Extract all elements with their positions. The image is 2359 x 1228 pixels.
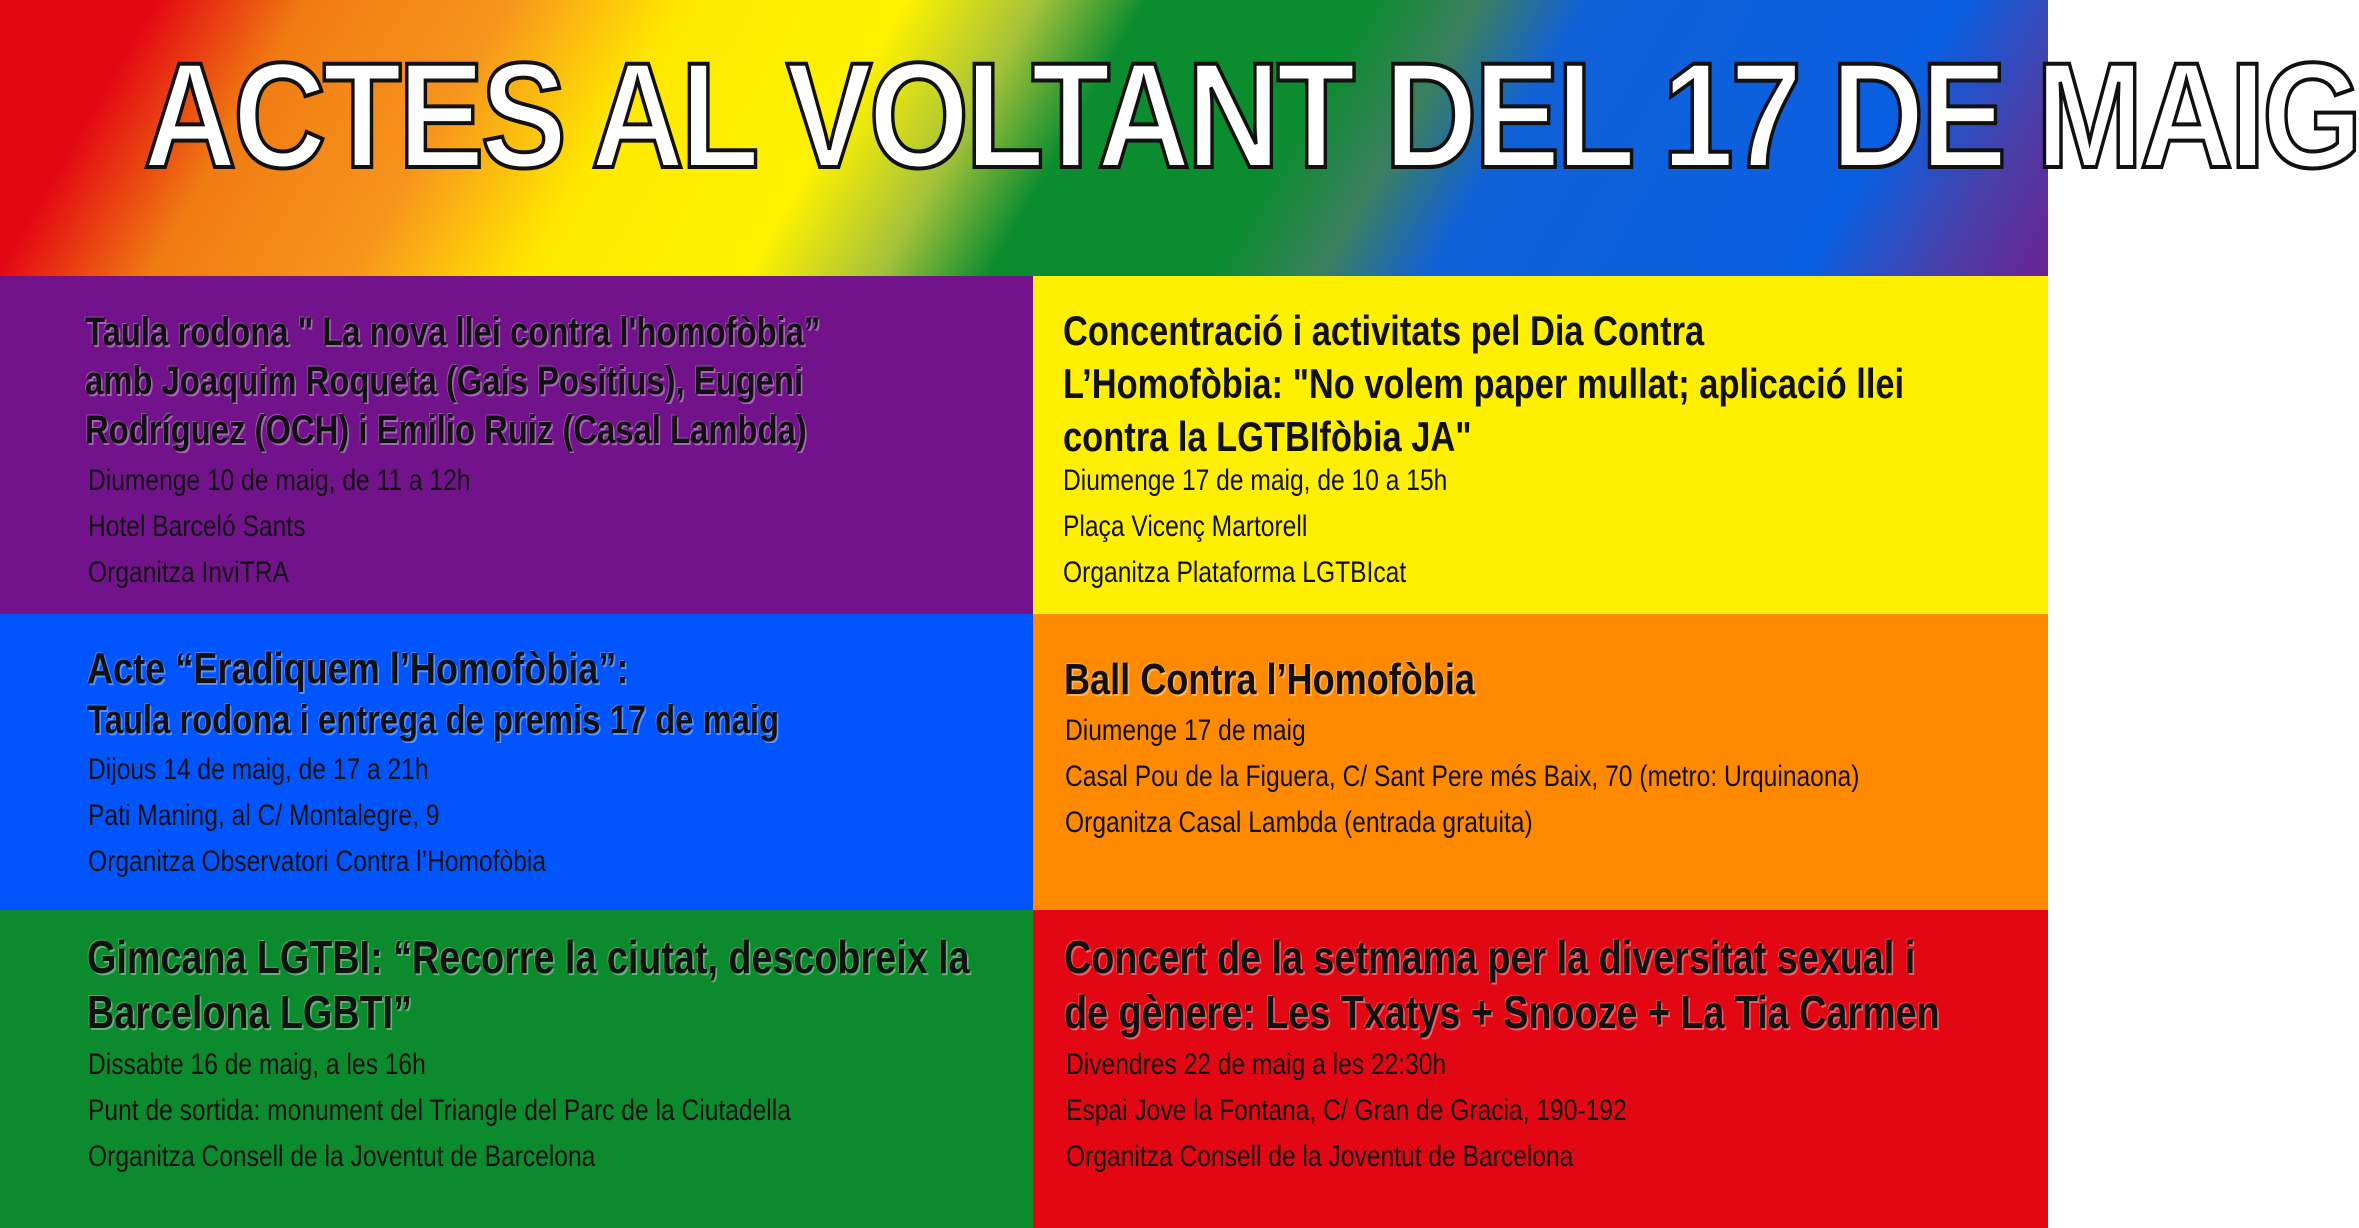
event-title-line-3: Rodríguez (OCH) i Emilio Ruiz (Casal Lambda): [85, 408, 807, 452]
event-title: [1064, 930, 2132, 1040]
event-panel-concert: [1033, 910, 2048, 1228]
banner-title: ACTES AL VOLTANT DEL 17 DE MAIG: [143, 31, 2359, 199]
event-title: [87, 930, 1163, 1040]
event-panel-round-table-law: [0, 276, 1033, 614]
event-title: [1064, 654, 1565, 706]
event-organizer: Organitza Plataforma LGTBIcat: [1063, 556, 1407, 589]
event-title: [85, 308, 982, 455]
event-panel-dance: [1033, 614, 2048, 910]
event-date: Diumenge 10 de maig, de 11 a 12h: [88, 464, 471, 497]
event-date: Divendres 22 de maig a les 22:30h: [1066, 1048, 1447, 1081]
event-title-line-1: Gimcana LGTBI: “Recorre la ciutat, descobreix la: [87, 931, 970, 983]
event-place: Plaça Vicenç Martorell: [1063, 510, 1308, 543]
event-panel-gymkhana: [0, 910, 1033, 1228]
event-place: Espai Jove la Fontana, C/ Gran de Gracia, 190-192: [1066, 1094, 1627, 1127]
event-title-line-2: amb Joaquim Roqueta (Gais Positius), Eugeni: [85, 359, 804, 403]
event-title-line-2: de gènere: Les Txatys + Snooze + La Tia Carmen: [1064, 986, 1940, 1038]
event-organizer: Organitza InviTRA: [88, 556, 289, 589]
event-date: Dissabte 16 de maig, a les 16h: [88, 1048, 426, 1081]
event-panel-concentration: [1033, 276, 2048, 614]
event-title-line-2: L’Homofòbia: "No volem paper mullat; aplicació llei: [1063, 360, 1905, 407]
event-organizer: Organitza Observatori Contra l’Homofòbia: [88, 845, 547, 878]
event-title-line-2: Taula rodona i entrega de premis 17 de maig: [87, 698, 780, 742]
event-organizer: Organitza Consell de la Joventut de Barcelona: [1066, 1140, 1574, 1173]
event-organizer: Organitza Consell de la Joventut de Barcelona: [88, 1140, 596, 1173]
event-date: Diumenge 17 de maig: [1065, 714, 1306, 747]
event-place: Casal Pou de la Figuera, C/ Sant Pere més Baix, 70 (metro: Urquinaona): [1065, 760, 1860, 793]
event-place: Pati Maning, al C/ Montalegre, 9: [88, 799, 440, 832]
event-date: Dijous 14 de maig, de 17 a 21h: [88, 753, 429, 786]
event-title-line-1: Acte “Eradiquem l’Homofòbia”:: [87, 644, 629, 693]
event-title-line-1: Concert de la setmama per la diversitat sexual i: [1064, 931, 1916, 983]
rainbow-banner: [0, 0, 2359, 276]
event-title-line-1: Taula rodona " La nova llei contra l'homofòbia”: [85, 310, 821, 354]
event-panel-eradicate: [0, 614, 1033, 910]
event-title: [1063, 304, 2089, 463]
event-title-line-1: Ball Contra l’Homofòbia: [1064, 655, 1475, 704]
event-date: Diumenge 17 de maig, de 10 a 15h: [1063, 464, 1448, 497]
event-title-line-3: contra la LGTBIfòbia JA": [1063, 413, 1472, 460]
event-place: Hotel Barceló Sants: [88, 510, 306, 543]
event-title-line-1: Concentració i activitats pel Dia Contra: [1063, 307, 1705, 354]
event-place: Punt de sortida: monument del Triangle del Parc de la Ciutadella: [88, 1094, 791, 1127]
event-title-line-2: Barcelona LGBTI”: [87, 986, 412, 1038]
event-title: [87, 644, 931, 745]
event-organizer: Organitza Casal Lambda (entrada gratuita): [1065, 806, 1533, 839]
